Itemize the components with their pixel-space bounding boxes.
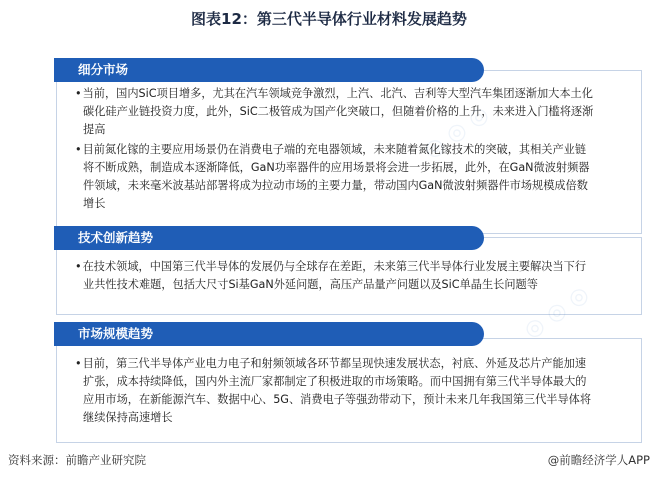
brand-credit-text: @前瞻经济学人APP [547, 453, 650, 467]
section-content [73, 85, 597, 213]
section-segment-market [56, 70, 642, 234]
list-item: • 目前，第三代半导体产业电力电子和射频领域各环节都呈现快速发展状态，衬底、外延及芯片产能加速扩张，成本持续降低，国内外主流厂家都制定了积极进取的市场策略。而中国拥有第三代半导体最大的应用市场，在新能源汽车、数据中心、5G、消费电子等强劲带动下，预计未来几年我国第三代半导体将继续保持高速增长 [73, 355, 597, 427]
section-content [73, 258, 597, 294]
list-item: • 在技术领域，中国第三代半导体的发展仍与全球存在差距，未来第三代半导体行业发展主要解决当下行业共性技术难题，包括大尺寸Si基GaN外延问题，高压产品量产问题以及SiC单晶生长问题等 [73, 258, 597, 294]
figure-title: 图表12：第三代半导体行业材料发展趋势 [191, 10, 467, 28]
brand-credit [548, 452, 650, 468]
source-note: 资料来源：前瞻产业研究院 [8, 453, 146, 467]
section-market-scale [56, 338, 642, 443]
list-item: • 目前氮化镓的主要应用场景仍在消费电子端的充电器领域，未来随着氮化镓技术的突破，其相关产业链将不断成熟，制造成本逐渐降低，GaN功率器件的应用场景将会进一步拓展，此外，在GaN微波射频器件领域，未来毫米波基站部署将成为拉动市场的主要力量，带动国内GaN微波射频器件市场规模成倍数增长 [73, 141, 597, 213]
section-content [73, 355, 597, 427]
list-item: • 当前，国内SiC项目增多，尤其在汽车领域竞争激烈，上汽、北汽、吉利等大型汽车集团逐渐加大本土化碳化硅产业链投资力度，此外，SiC二极管成为国产化突破口，但随着价格的上升，未来进入门槛将逐渐提高 [73, 85, 597, 139]
section-label-market-scale: 市场规模趋势 [56, 322, 484, 346]
section-label-tech-innovation: 技术创新趋势 [56, 226, 484, 250]
section-label-segment-market: 细分市场 [56, 58, 484, 82]
